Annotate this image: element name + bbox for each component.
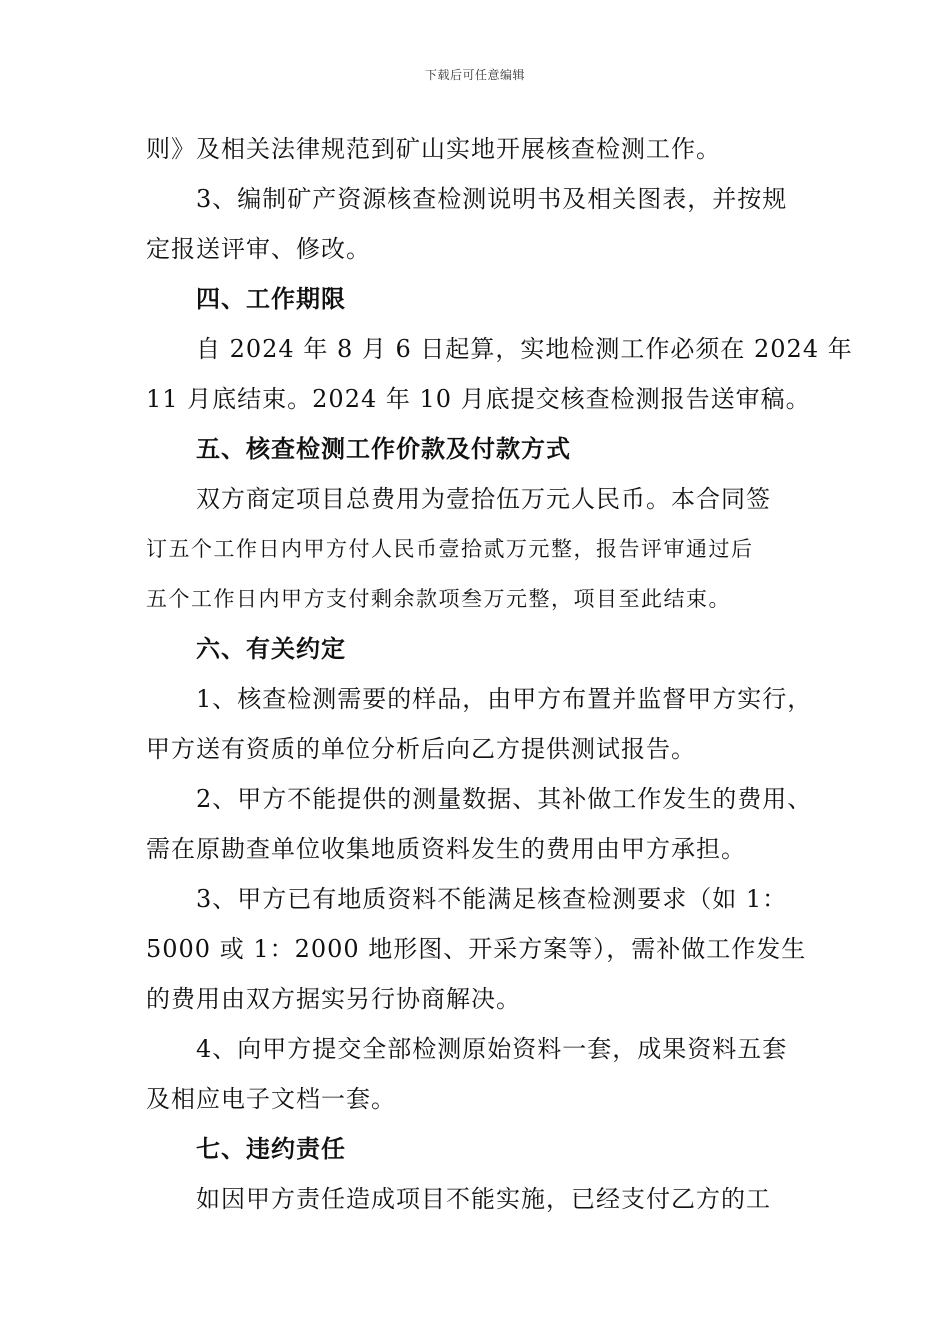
body-line: 3、编制矿产资源核查检测说明书及相关图表，并按规 [196, 185, 788, 213]
body-line: 如因甲方责任造成项目不能实施，已经支付乙方的工 [196, 1185, 771, 1213]
body-line: 11 月底结束。2024 年 10 月底提交核查检测报告送审稿。 [146, 385, 811, 413]
body-line: 需在原勘查单位收集地质资料发生的费用由甲方承担。 [146, 835, 746, 863]
body-line: 双方商定项目总费用为壹拾伍万元人民币。本合同签 [196, 485, 771, 513]
section-heading: 四、工作期限 [196, 284, 346, 313]
section-heading: 七、违约责任 [196, 1134, 346, 1163]
body-line: 订五个工作日内甲方付人民币壹拾贰万元整，报告评审通过后 [146, 537, 754, 561]
body-line: 甲方送有资质的单位分析后向乙方提供测试报告。 [146, 735, 696, 763]
body-line: 3、甲方已有地质资料不能满足核查检测要求（如 1： [196, 885, 788, 913]
body-line: 2、甲方不能提供的测量数据、其补做工作发生的费用、 [196, 785, 813, 813]
body-line: 五个工作日内甲方支付剩余款项叁万元整，项目至此结束。 [146, 587, 731, 611]
body-line: 5000 或 1：2000 地形图、开采方案等），需补做工作发生 [146, 935, 807, 963]
body-line: 4、向甲方提交全部检测原始资料一套，成果资料五套 [196, 1035, 788, 1063]
body-line: 的费用由双方据实另行协商解决。 [146, 985, 521, 1013]
body-line: 自 2024 年 8 月 6 日起算，实地检测工作必须在 2024 年 [196, 335, 853, 363]
body-line: 及相应电子文档一套。 [146, 1085, 396, 1113]
section-heading: 六、有关约定 [196, 634, 346, 663]
body-line: 定报送评审、修改。 [146, 235, 371, 263]
page-header: 下载后可任意编辑 [424, 68, 525, 82]
section-heading: 五、核查检测工作价款及付款方式 [196, 434, 571, 463]
body-line: 则》及相关法律规范到矿山实地开展核查检测工作。 [146, 135, 721, 163]
body-line: 1、核查检测需要的样品，由甲方布置并监督甲方实行， [196, 685, 813, 713]
